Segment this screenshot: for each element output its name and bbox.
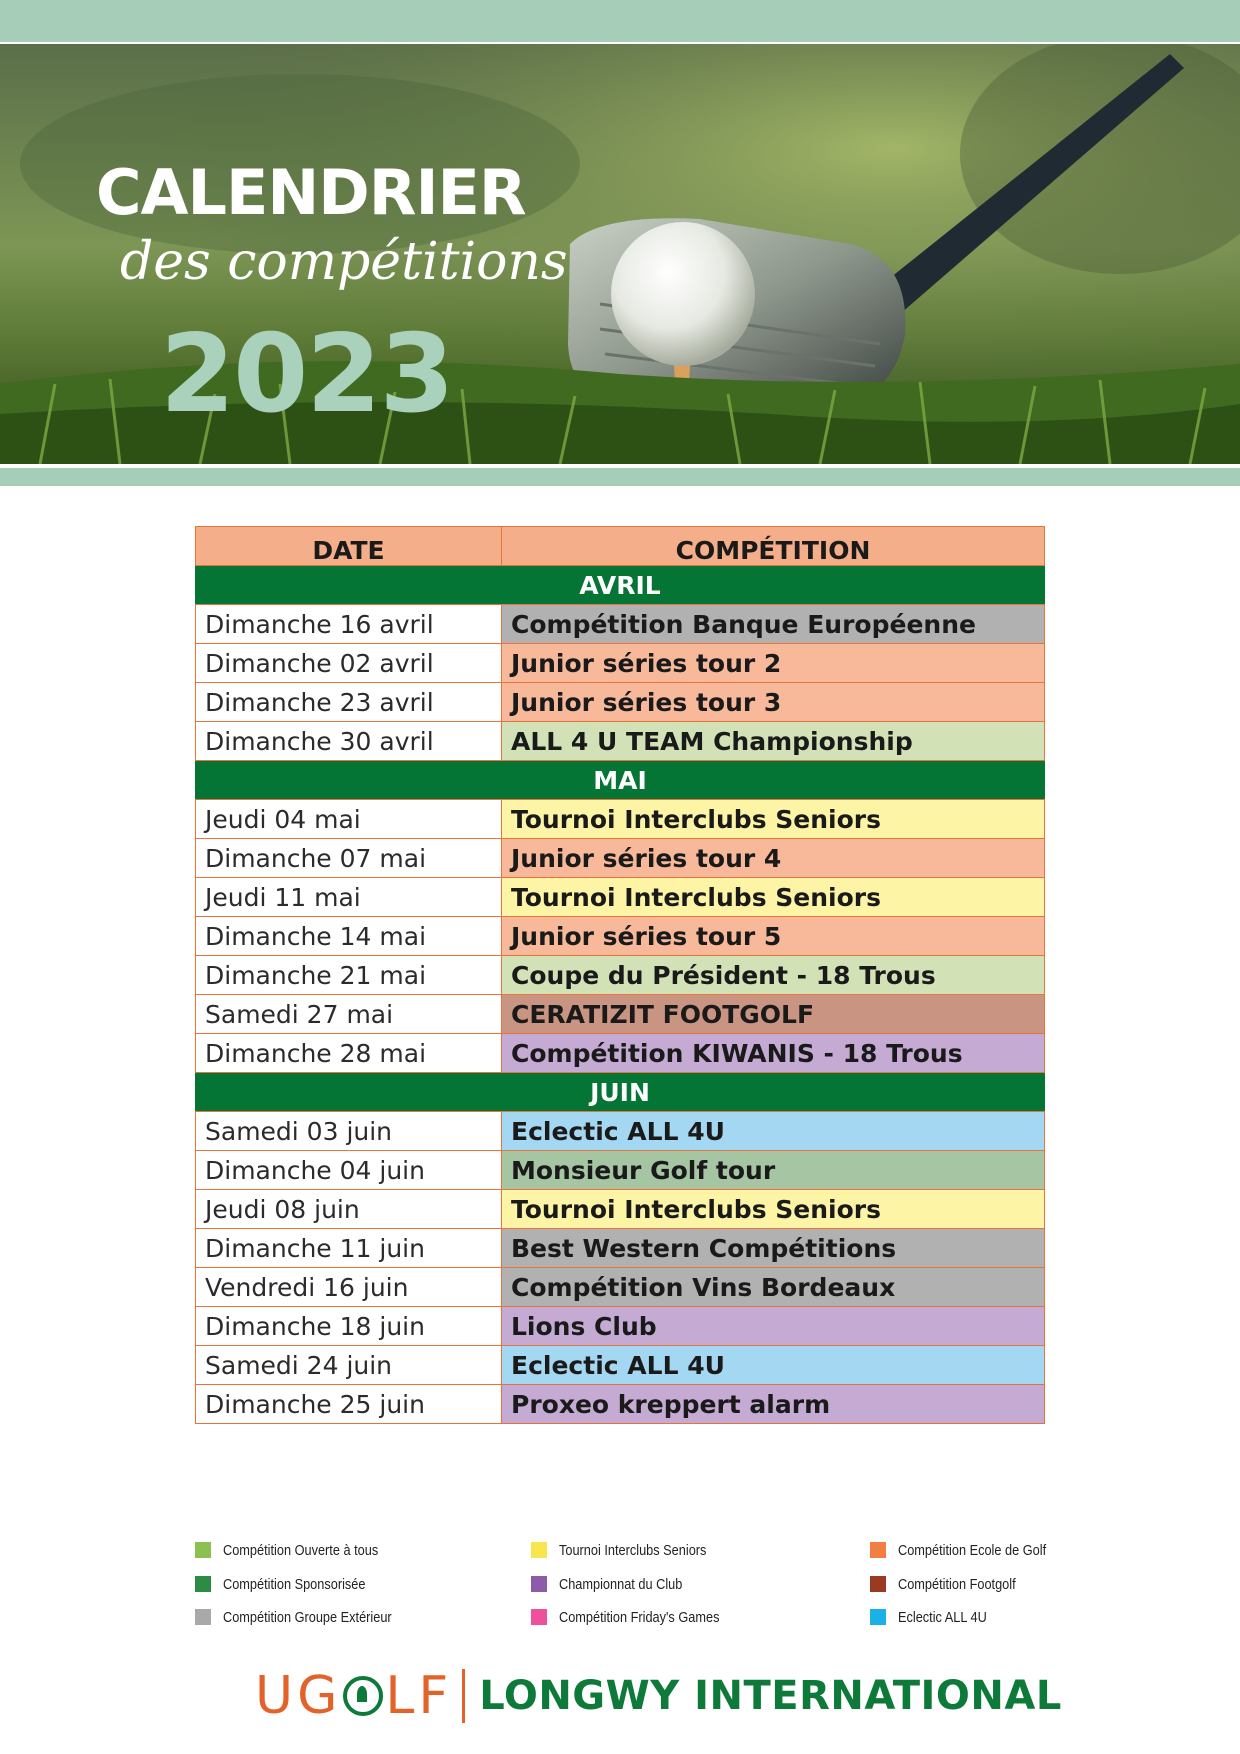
table-row [196,1307,1045,1346]
competition-cell: Junior séries tour 4 [502,839,1045,878]
date-cell: Samedi 27 mai [196,995,502,1034]
competition-cell: Proxeo kreppert alarm [502,1385,1045,1424]
legend-label: Compétition Ecole de Golf [898,1541,1047,1559]
competition-cell: Tournoi Interclubs Seniors [502,800,1045,839]
month-row-mai [196,761,1045,800]
competition-cell: Junior séries tour 2 [502,644,1045,683]
table-row [196,878,1045,917]
month-label: MAI [196,761,1045,800]
legend-label: Compétition Ouverte à tous [223,1541,379,1559]
date-cell: Dimanche 18 juin [196,1307,502,1346]
month-row-avril [196,566,1045,605]
footer-logo [255,1664,1062,1728]
date-cell: Dimanche 28 mai [196,1034,502,1073]
table-row [196,956,1045,995]
logo-lf: LF [385,1666,453,1726]
date-cell: Jeudi 04 mai [196,800,502,839]
competition-cell: Compétition KIWANIS - 18 Trous [502,1034,1045,1073]
table-row [196,1229,1045,1268]
legend-swatch [195,1542,211,1558]
table-header-row [196,527,1045,566]
date-cell: Dimanche 04 juin [196,1151,502,1190]
competition-table [195,526,1045,1424]
competition-cell: Compétition Vins Bordeaux [502,1268,1045,1307]
golfer-icon [343,1676,383,1716]
legend-item [870,1538,1072,1562]
date-cell: Samedi 03 juin [196,1112,502,1151]
competition-cell: Tournoi Interclubs Seniors [502,878,1045,917]
top-band [0,0,1240,42]
table-row [196,1190,1045,1229]
date-cell: Dimanche 16 avril [196,605,502,644]
table-row [196,917,1045,956]
legend-label: Compétition Sponsorisée [223,1575,366,1593]
date-cell: Dimanche 21 mai [196,956,502,995]
legend-item [870,1605,1003,1629]
date-cell: Dimanche 11 juin [196,1229,502,1268]
competition-cell: Eclectic ALL 4U [502,1346,1045,1385]
header-competition: COMPÉTITION [502,527,1045,566]
date-cell: Dimanche 25 juin [196,1385,502,1424]
legend-item [870,1572,1036,1596]
date-cell: Jeudi 11 mai [196,878,502,917]
legend-swatch [870,1542,886,1558]
table-row [196,722,1045,761]
competition-cell: Tournoi Interclubs Seniors [502,1190,1045,1229]
date-cell: Dimanche 02 avril [196,644,502,683]
legend-item [195,1538,406,1562]
competition-cell: ALL 4 U TEAM Championship [502,722,1045,761]
date-cell: Dimanche 30 avril [196,722,502,761]
table-row [196,683,1045,722]
legend-item [531,1605,748,1629]
page-title: CALENDRIER [96,156,526,229]
competition-cell: Junior séries tour 3 [502,683,1045,722]
logo-u: U [255,1666,298,1726]
legend-item [531,1572,704,1596]
competition-cell: Best Western Compétitions [502,1229,1045,1268]
table-row [196,995,1045,1034]
month-label: AVRIL [196,566,1045,605]
table-row [196,1385,1045,1424]
table-row [196,1268,1045,1307]
table-row [196,1112,1045,1151]
legend-item [195,1605,421,1629]
competition-cell: Junior séries tour 5 [502,917,1045,956]
month-label: JUIN [196,1073,1045,1112]
legend-label: Compétition Friday's Games [559,1608,720,1626]
month-row-juin [196,1073,1045,1112]
legend-label: Tournoi Interclubs Seniors [559,1541,707,1559]
logo-g: G [297,1666,342,1726]
legend-swatch [531,1542,547,1558]
legend-label: Compétition Footgolf [898,1575,1016,1593]
date-cell: Dimanche 07 mai [196,839,502,878]
logo-divider [462,1669,465,1723]
table-row [196,1151,1045,1190]
club-name: LONGWY INTERNATIONAL [479,1673,1062,1719]
ugolf-logo [255,1666,452,1726]
legend-swatch [870,1576,886,1592]
page-year: 2023 [160,312,453,437]
date-cell: Dimanche 14 mai [196,917,502,956]
legend-label: Eclectic ALL 4U [898,1608,987,1626]
table-row [196,644,1045,683]
date-cell: Dimanche 23 avril [196,683,502,722]
table-row [196,605,1045,644]
competition-cell: Compétition Banque Européenne [502,605,1045,644]
legend-label: Championnat du Club [559,1575,683,1593]
date-cell: Samedi 24 juin [196,1346,502,1385]
legend [195,1538,1055,1648]
legend-swatch [531,1609,547,1625]
table-row [196,839,1045,878]
legend-item [531,1538,732,1562]
legend-swatch [195,1576,211,1592]
bottom-band [0,468,1240,486]
table-row [196,1034,1045,1073]
competition-cell: Monsieur Golf tour [502,1151,1045,1190]
competition-cell: CERATIZIT FOOTGOLF [502,995,1045,1034]
competition-cell: Eclectic ALL 4U [502,1112,1045,1151]
legend-swatch [531,1576,547,1592]
competition-cell: Coupe du Président - 18 Trous [502,956,1045,995]
hero-banner [0,44,1240,464]
legend-item [195,1572,391,1596]
page-subtitle: des compétitions [120,232,568,292]
table-row [196,800,1045,839]
legend-swatch [870,1609,886,1625]
date-cell: Vendredi 16 juin [196,1268,502,1307]
legend-label: Compétition Groupe Extérieur [223,1608,392,1626]
competition-cell: Lions Club [502,1307,1045,1346]
date-cell: Jeudi 08 juin [196,1190,502,1229]
header-date: DATE [196,527,502,566]
legend-swatch [195,1609,211,1625]
table-row [196,1346,1045,1385]
